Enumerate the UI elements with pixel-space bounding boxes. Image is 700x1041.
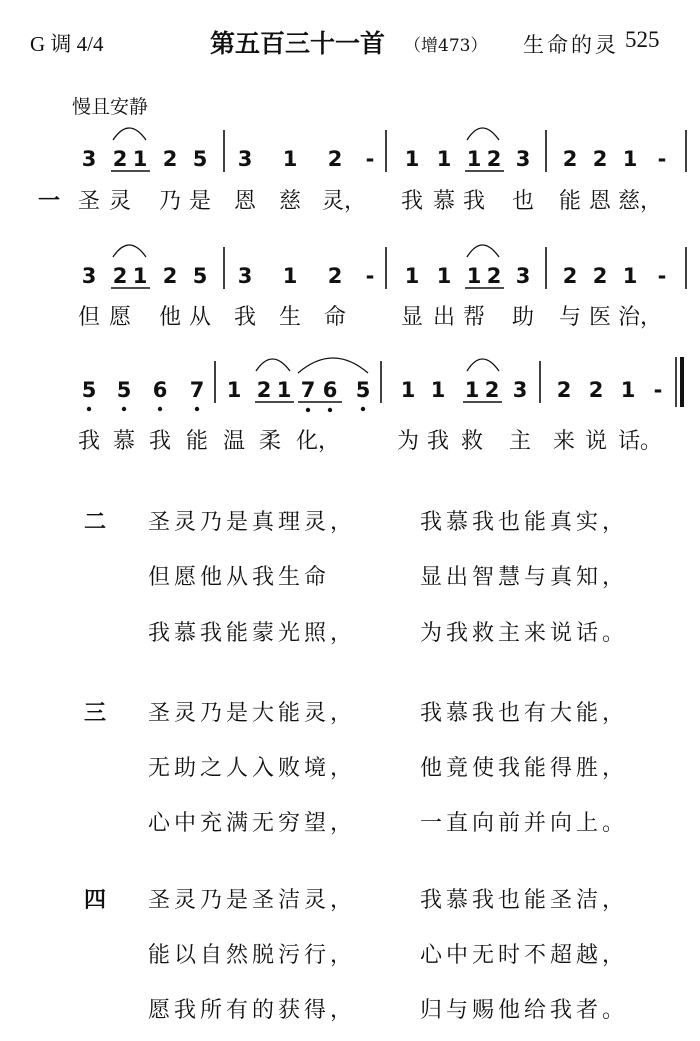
- note: 2: [562, 264, 578, 288]
- stanza-number: 二: [84, 510, 107, 535]
- slur: [467, 359, 499, 371]
- lyric-syllable: 慈: [278, 189, 302, 214]
- lyric-syllable: 乃: [158, 189, 182, 214]
- stanza-line-right: 心中无时不超越，: [420, 943, 629, 968]
- note: 6: [152, 378, 168, 402]
- note: 7: [189, 378, 205, 402]
- lyric-syllable: 生: [278, 305, 302, 330]
- lyric-syllable: 我: [462, 189, 486, 214]
- note: 1: [436, 147, 452, 171]
- slur: [256, 359, 290, 371]
- lyric-syllable: 能: [185, 429, 209, 454]
- low-octave-dot: [328, 408, 332, 412]
- lyric-syllable: 医: [588, 305, 612, 330]
- stanza-line-right: 他竟使我能得胜，: [420, 756, 629, 781]
- stanza-line-left: 圣灵乃是真理灵，: [148, 510, 357, 535]
- lyric-syllable: 灵，: [321, 189, 367, 214]
- note: 1: [404, 264, 420, 288]
- stanza-number: 四: [84, 888, 107, 913]
- note: 7: [300, 378, 316, 402]
- stanza-line-left: 无助之人入败境，: [148, 756, 357, 781]
- stanza-line-right: 显出智慧与真知，: [420, 565, 629, 590]
- lyrics-line-3: [0, 424, 700, 454]
- note: 5: [192, 147, 208, 171]
- slur: [113, 245, 146, 257]
- note: 3: [515, 264, 531, 288]
- low-octave-dot: [195, 407, 199, 411]
- lyric-syllable: 愿: [108, 305, 132, 330]
- music-system-2: [0, 229, 700, 299]
- note: 1: [276, 378, 292, 402]
- lyric-syllable: 助: [511, 305, 535, 330]
- note: 2: [486, 264, 502, 288]
- lyric-syllable: 慕: [112, 429, 136, 454]
- lyric-syllable: 圣: [77, 189, 101, 214]
- stanza-line-right: 我慕我也能真实，: [420, 510, 629, 535]
- lyric-syllable: 他: [158, 305, 182, 330]
- note: 1: [430, 378, 446, 402]
- slur: [467, 245, 499, 257]
- lyric-syllable: 来: [552, 429, 576, 454]
- note: -: [365, 147, 375, 171]
- note: 1: [622, 147, 638, 171]
- stanza-line-left: 圣灵乃是大能灵，: [148, 701, 357, 726]
- note: 1: [132, 264, 148, 288]
- lyric-syllable: 为: [396, 429, 420, 454]
- note: 1: [132, 147, 148, 171]
- lyric-syllable: 出: [432, 305, 456, 330]
- lyric-syllable: 治，: [617, 305, 663, 330]
- low-octave-dot: [87, 407, 91, 411]
- note: 5: [192, 264, 208, 288]
- stanza-line-left: 但愿他从我生命: [148, 565, 331, 590]
- lyric-syllable: 我: [148, 429, 172, 454]
- note: 5: [355, 378, 371, 402]
- stanza-line-left: 心中充满无穷望，: [148, 811, 357, 836]
- lyric-syllable: 能: [558, 189, 582, 214]
- note: 2: [112, 147, 128, 171]
- note: 1: [466, 147, 482, 171]
- note: 2: [327, 264, 343, 288]
- lyric-syllable: 化，: [295, 429, 341, 454]
- low-octave-dot: [122, 407, 126, 411]
- lyric-syllable: 恩: [588, 189, 612, 214]
- lyric-syllable: 恩: [233, 189, 257, 214]
- note: 3: [81, 147, 97, 171]
- note: 2: [162, 264, 178, 288]
- low-octave-dot: [361, 407, 365, 411]
- note: 3: [237, 264, 253, 288]
- lyric-syllable: 慕: [432, 189, 456, 214]
- note: -: [365, 264, 375, 288]
- lyric-syllable: 我: [400, 189, 424, 214]
- note: 1: [622, 264, 638, 288]
- note: 3: [515, 147, 531, 171]
- lyric-syllable: 说: [584, 429, 608, 454]
- note: -: [653, 378, 663, 402]
- lyric-syllable: 但: [77, 305, 101, 330]
- note: 3: [81, 264, 97, 288]
- note: 5: [81, 378, 97, 402]
- music-system-3: [0, 343, 700, 418]
- note: 1: [466, 264, 482, 288]
- note: 5: [116, 378, 132, 402]
- lyric-syllable: 灵: [108, 189, 132, 214]
- slur: [113, 128, 146, 140]
- stanza-line-right: 我慕我也能圣洁，: [420, 888, 629, 913]
- lyrics-line-2: [0, 300, 700, 330]
- note: 3: [237, 147, 253, 171]
- stanza-line-right: 归与赐他给我者。: [420, 998, 629, 1023]
- lyric-syllable: 主: [508, 429, 532, 454]
- lyric-syllable: 话。: [617, 429, 663, 454]
- slur: [298, 358, 368, 373]
- lyric-syllable: 柔: [258, 429, 282, 454]
- note: 2: [112, 264, 128, 288]
- lyric-syllable: 与: [558, 305, 582, 330]
- note: 1: [436, 264, 452, 288]
- note: 2: [327, 147, 343, 171]
- lyric-syllable: 我: [233, 305, 257, 330]
- note: 2: [588, 378, 604, 402]
- music-system-1: [0, 112, 700, 182]
- low-octave-dot: [158, 407, 162, 411]
- lyric-syllable: 也: [511, 189, 535, 214]
- lyric-syllable: 慈，: [617, 189, 663, 214]
- note: -: [657, 147, 667, 171]
- lyric-syllable: 我: [426, 429, 450, 454]
- note: 2: [484, 378, 500, 402]
- stanza-line-left: 我慕我能蒙光照，: [148, 621, 357, 646]
- note: 3: [512, 378, 528, 402]
- note: 1: [404, 147, 420, 171]
- note: 2: [162, 147, 178, 171]
- note: 2: [562, 147, 578, 171]
- page-number: 525: [625, 27, 660, 52]
- note: 1: [620, 378, 636, 402]
- note: 2: [256, 378, 272, 402]
- verse-number: 一: [38, 189, 61, 214]
- tempo-marking: 慢且安静: [72, 96, 149, 118]
- lyric-syllable: 帮: [462, 305, 486, 330]
- lyrics-line-1: [0, 184, 700, 214]
- note: 2: [486, 147, 502, 171]
- lyric-syllable: 温: [222, 429, 246, 454]
- lyric-syllable: 命: [323, 305, 347, 330]
- note: 6: [322, 378, 338, 402]
- hymn-theme: 生命的灵: [523, 33, 619, 57]
- slur: [467, 128, 499, 140]
- stanza-line-left: 圣灵乃是圣洁灵，: [148, 888, 357, 913]
- stanza-line-right: 我慕我也有大能，: [420, 701, 629, 726]
- stanza-line-left: 能以自然脱污行，: [148, 943, 357, 968]
- note: 2: [592, 147, 608, 171]
- lyric-syllable: 我: [77, 429, 101, 454]
- note: 1: [226, 378, 242, 402]
- low-octave-dot: [306, 408, 310, 412]
- lyric-syllable: 是: [188, 189, 212, 214]
- stanza-line-right: 为我救主来说话。: [420, 621, 629, 646]
- note: 1: [464, 378, 480, 402]
- key-signature: G 调 4/4: [30, 32, 104, 56]
- hymn-supplement-number: （增473）: [404, 36, 488, 56]
- note: 2: [556, 378, 572, 402]
- note: 1: [400, 378, 416, 402]
- lyric-syllable: 显: [400, 305, 424, 330]
- note: 1: [282, 264, 298, 288]
- stanza-line-right: 一直向前并向上。: [420, 811, 629, 836]
- note: -: [657, 264, 667, 288]
- note: 1: [282, 147, 298, 171]
- lyric-syllable: 救: [460, 429, 484, 454]
- stanza-line-left: 愿我所有的获得，: [148, 998, 357, 1023]
- note: 2: [592, 264, 608, 288]
- hymn-title: 第五百三十一首: [210, 29, 386, 58]
- stanza-number: 三: [84, 701, 107, 726]
- lyric-syllable: 从: [188, 305, 212, 330]
